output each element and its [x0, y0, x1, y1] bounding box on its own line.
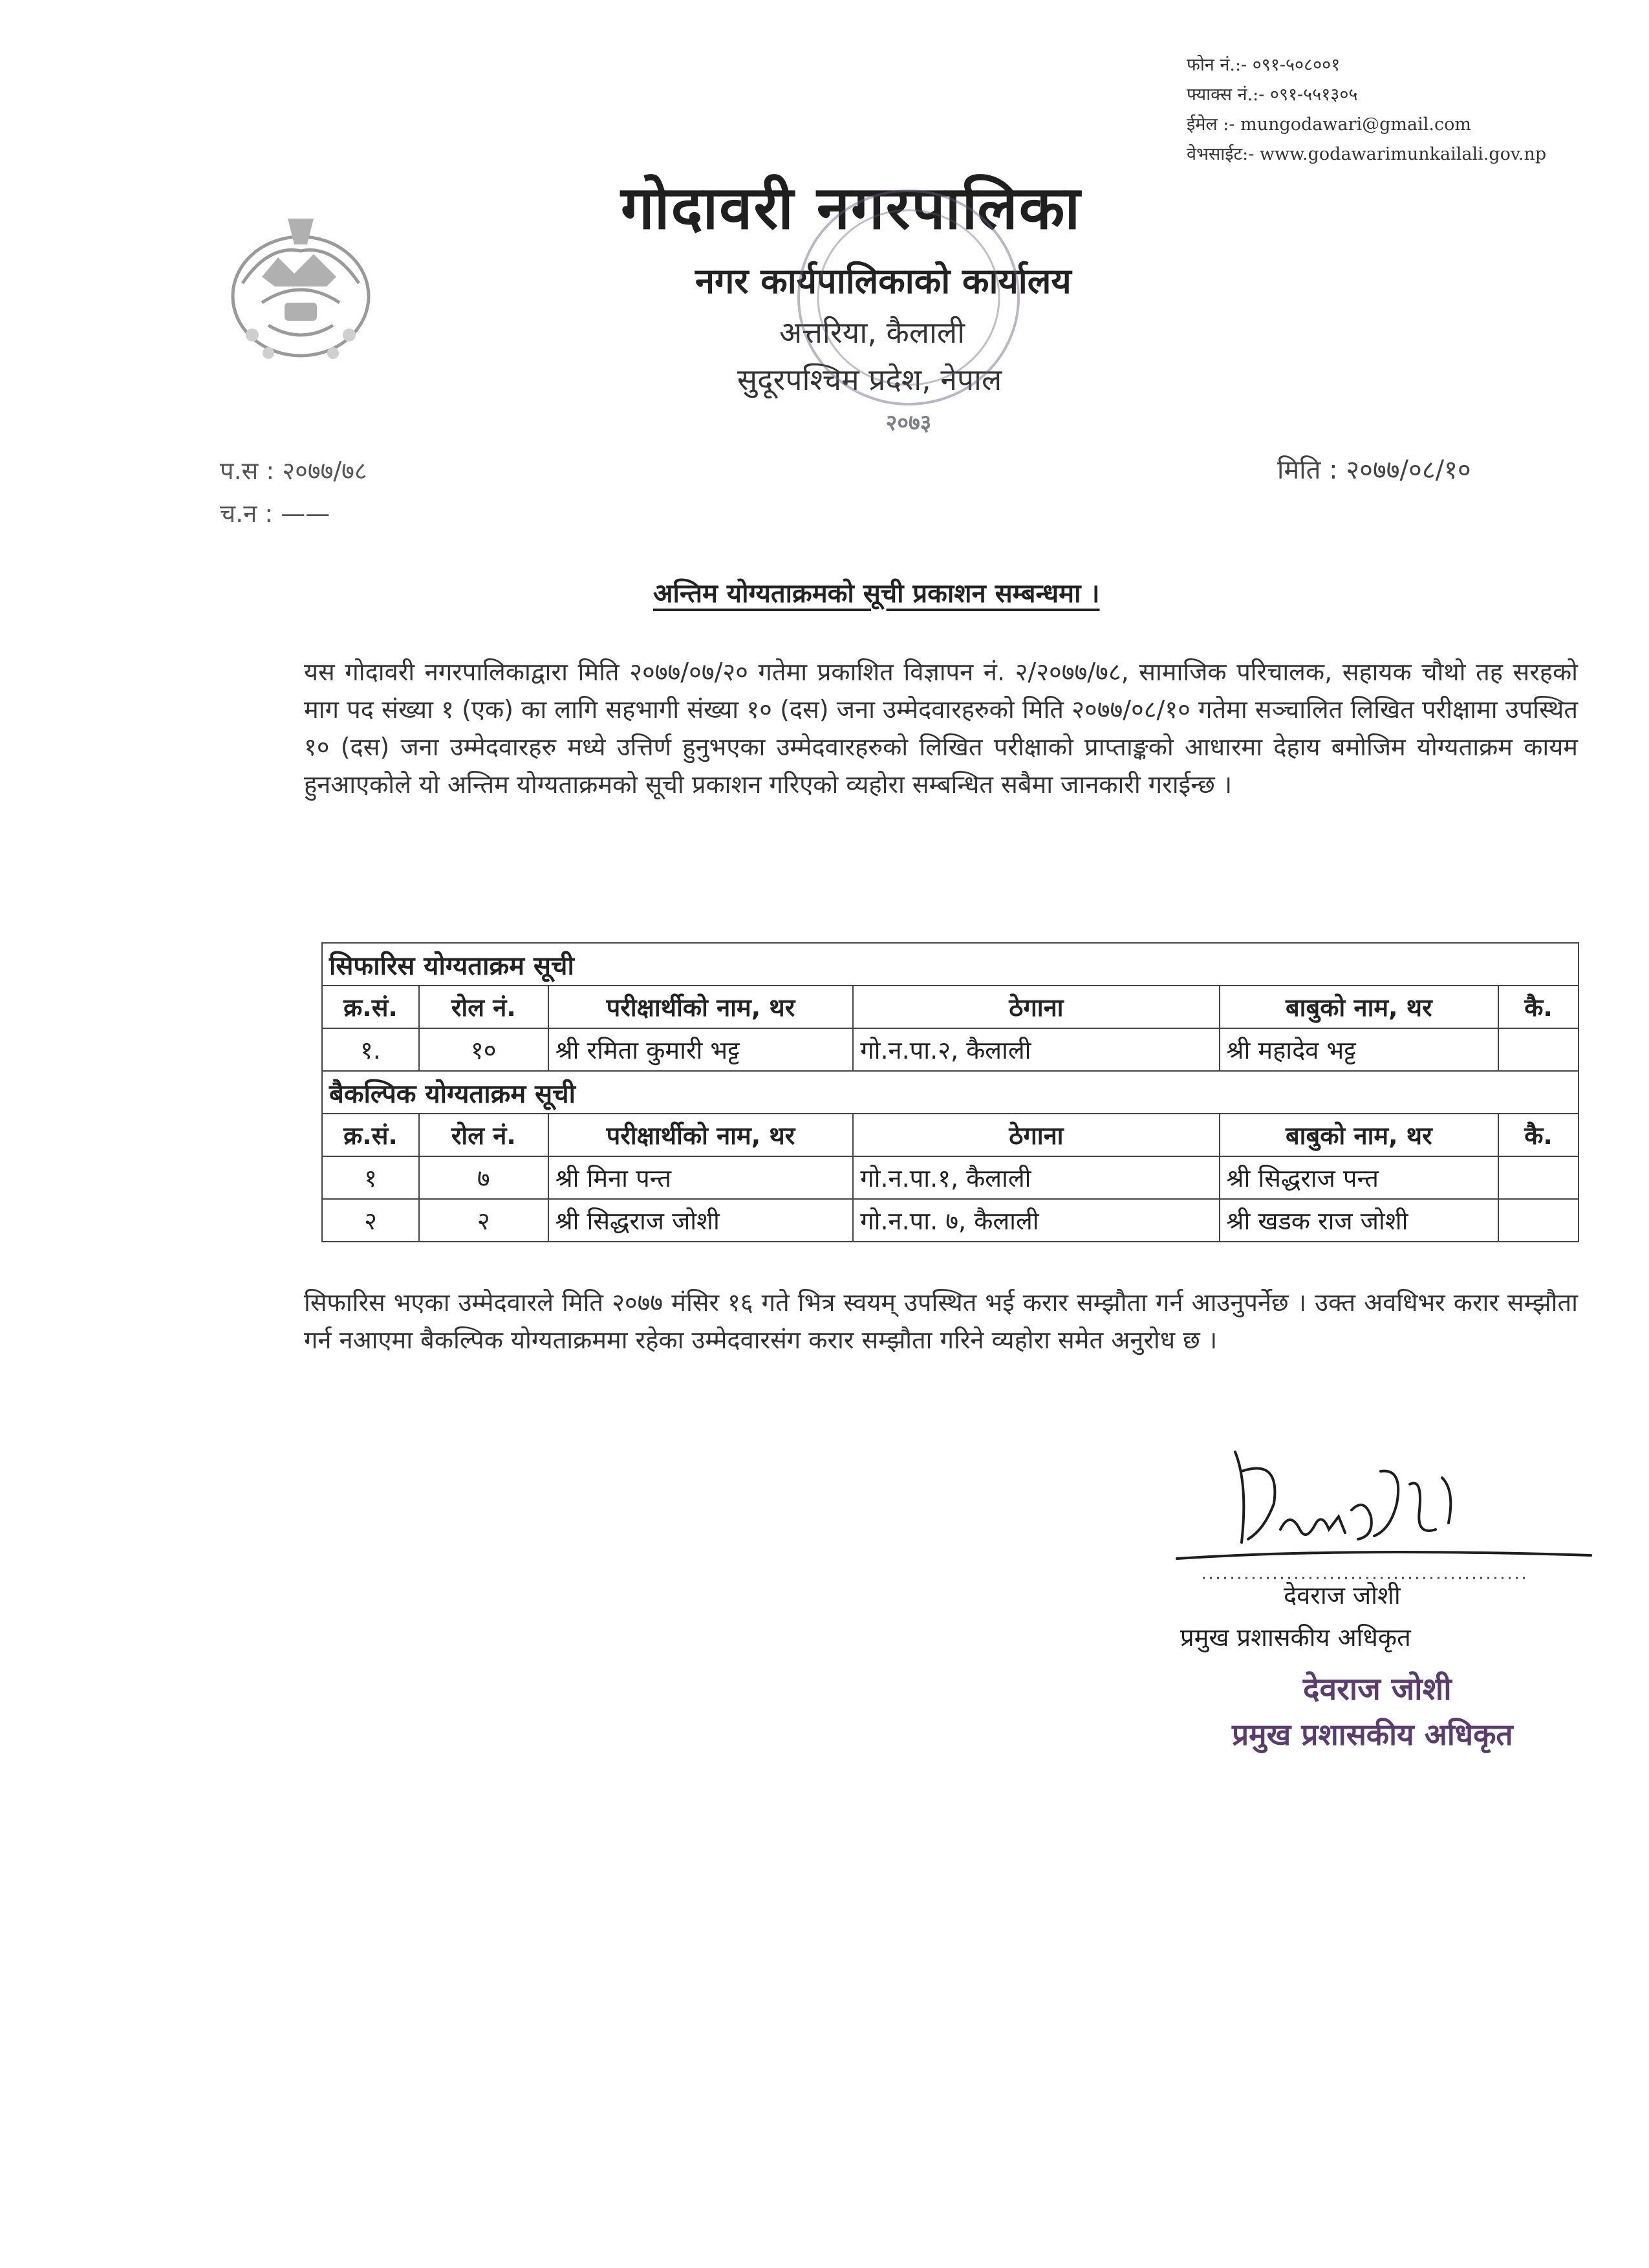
column-header: ठेगाना: [853, 986, 1219, 1028]
table-cell: श्री खडक राज जोशी: [1220, 1199, 1499, 1242]
letter-subject: अन्तिम योग्यताक्रमको सूची प्रकाशन सम्बन्धमा ।: [653, 579, 1100, 609]
column-header: ठेगाना: [853, 1114, 1219, 1156]
table-caption-row: [322, 943, 1579, 986]
table-cell: श्री मिना पन्त: [548, 1156, 854, 1199]
office-location: अत्तरिया, कैलाली: [779, 315, 965, 350]
municipality-title: गोदावरी नगरपालिका: [621, 173, 1082, 243]
office-province: सुदूरपश्चिम प्रदेश, नेपाल: [737, 362, 1002, 397]
table-cell: १०: [419, 1028, 548, 1071]
table-cell: ७: [419, 1156, 548, 1199]
closing-paragraph: सिफारिस भएका उम्मेदवारले मिति २०७७ मंसिर १६ गते भित्र स्वयम् उपस्थित भई करार सम्झौता गर्न आउनुपर्नेछ । उक्त अवधिभर करार सम्झौता गर्न नआएमा बैकल्पिक योग्यताक्रममा रहेका उम्मेदवारसंग करार सम्झौता गरिने व्यहोरा समेत अनुरोध छ ।: [304, 1288, 1578, 1354]
table-cell: १.: [322, 1028, 419, 1071]
table-cell: श्री रमिता कुमारी भट्ट: [548, 1028, 854, 1071]
alternate-list-caption: बैकल्पिक योग्यताक्रम सूची: [322, 1071, 1579, 1114]
table-cell: गो.न.पा.१, कैलाली: [853, 1156, 1219, 1199]
signatory-designation: प्रमुख प्रशासकीय अधिकृत: [1180, 1623, 1411, 1652]
reference-block: [220, 449, 367, 535]
column-header: बाबुको नाम, थर: [1220, 986, 1499, 1028]
signatory-name: देवराज जोशी: [1284, 1581, 1401, 1610]
table-row: [322, 1028, 1579, 1071]
seal-year: २०७३: [885, 410, 932, 433]
column-header: कै.: [1498, 1114, 1579, 1156]
table-cell: २: [322, 1199, 419, 1242]
contact-website: वेभसाईट:- www.godawarimunkailali.gov.np: [1187, 144, 1547, 164]
column-header: क्र.सं.: [322, 1114, 419, 1156]
government-emblem-icon: [223, 206, 378, 367]
column-header: कै.: [1498, 986, 1579, 1028]
dispatch-number: च.न : ——: [220, 499, 330, 528]
table-header-row: [322, 1114, 1579, 1156]
table-cell: श्री सिद्धराज जोशी: [548, 1199, 854, 1242]
column-header: रोल नं.: [419, 986, 548, 1028]
merit-list-table: [321, 942, 1579, 1242]
table-cell: गो.न.पा. ७, कैलाली: [853, 1199, 1219, 1242]
office-name: नगर कार्यपालिकाको कार्यालय: [695, 261, 1072, 301]
table-cell: २: [419, 1199, 548, 1242]
column-header: बाबुको नाम, थर: [1220, 1114, 1499, 1156]
recommended-list-caption: सिफारिस योग्यताक्रम सूची: [322, 943, 1579, 986]
letter-date: मिति : २०७७/०८/१०: [1277, 455, 1471, 485]
contact-fax: फ्याक्स नं.:- ०९१-५५१३०५: [1187, 85, 1358, 105]
table-header-row: [322, 986, 1579, 1028]
handwritten-signature: [1151, 1432, 1604, 1601]
table-row: [322, 1199, 1579, 1242]
table-cell: गो.न.पा.२, कैलाली: [853, 1028, 1219, 1071]
table-row: [322, 1156, 1579, 1199]
table-cell: श्री महादेव भट्ट: [1220, 1028, 1499, 1071]
table-cell: [1498, 1199, 1579, 1242]
reference-number: प.स : २०७७/७८: [220, 457, 367, 485]
column-header: परीक्षार्थीको नाम, थर: [548, 1114, 854, 1156]
column-header: परीक्षार्थीको नाम, थर: [548, 986, 854, 1028]
office-seal: [773, 175, 1044, 433]
stamp-name: देवराज जोशी: [1303, 1671, 1452, 1707]
table-cell: [1498, 1028, 1579, 1071]
table-cell: श्री सिद्धराज पन्त: [1220, 1156, 1499, 1199]
table-cell: १: [322, 1156, 419, 1199]
table-cell: [1498, 1156, 1579, 1199]
body-paragraph: यस गोदावरी नगरपालिकाद्वारा मिति २०७७/०७/२० गतेमा प्रकाशित विज्ञापन नं. २/२०७७/७८, सामाजिक परिचालक, सहायक चौथो तह सरहको माग पद संख्या १ (एक) का लागि सहभागी संख्या १० (दस) जना उम्मेदवारहरुको मिति २०७७/०८/१० गतेमा सञ्चालित लिखित परीक्षामा उपस्थित १० (दस) जना उम्मेदवारहरु मध्ये उत्तिर्ण हुनुभएका उम्मेदवारहरुको लिखित परीक्षाको प्राप्ताङ्कको आधारमा देहाय बमोजिम योग्यताक्रम कायम हुनआएकोले यो अन्तिम योग्यताक्रमको सूची प्रकाशन गरिएको व्यहोरा सम्बन्धित सबैमा जानकारी गराईन्छ ।: [304, 658, 1578, 799]
contact-block: [1187, 50, 1546, 169]
column-header: रोल नं.: [419, 1114, 548, 1156]
contact-phone: फोन नं.:- ०९१-५०८००१: [1187, 55, 1341, 75]
column-header: क्र.सं.: [322, 986, 419, 1028]
table-caption-row: [322, 1071, 1579, 1114]
stamp-designation: प्रमुख प्रशासकीय अधिकृत: [1232, 1717, 1513, 1752]
contact-email: ईमेल :- mungodawari@gmail.com: [1187, 114, 1471, 135]
